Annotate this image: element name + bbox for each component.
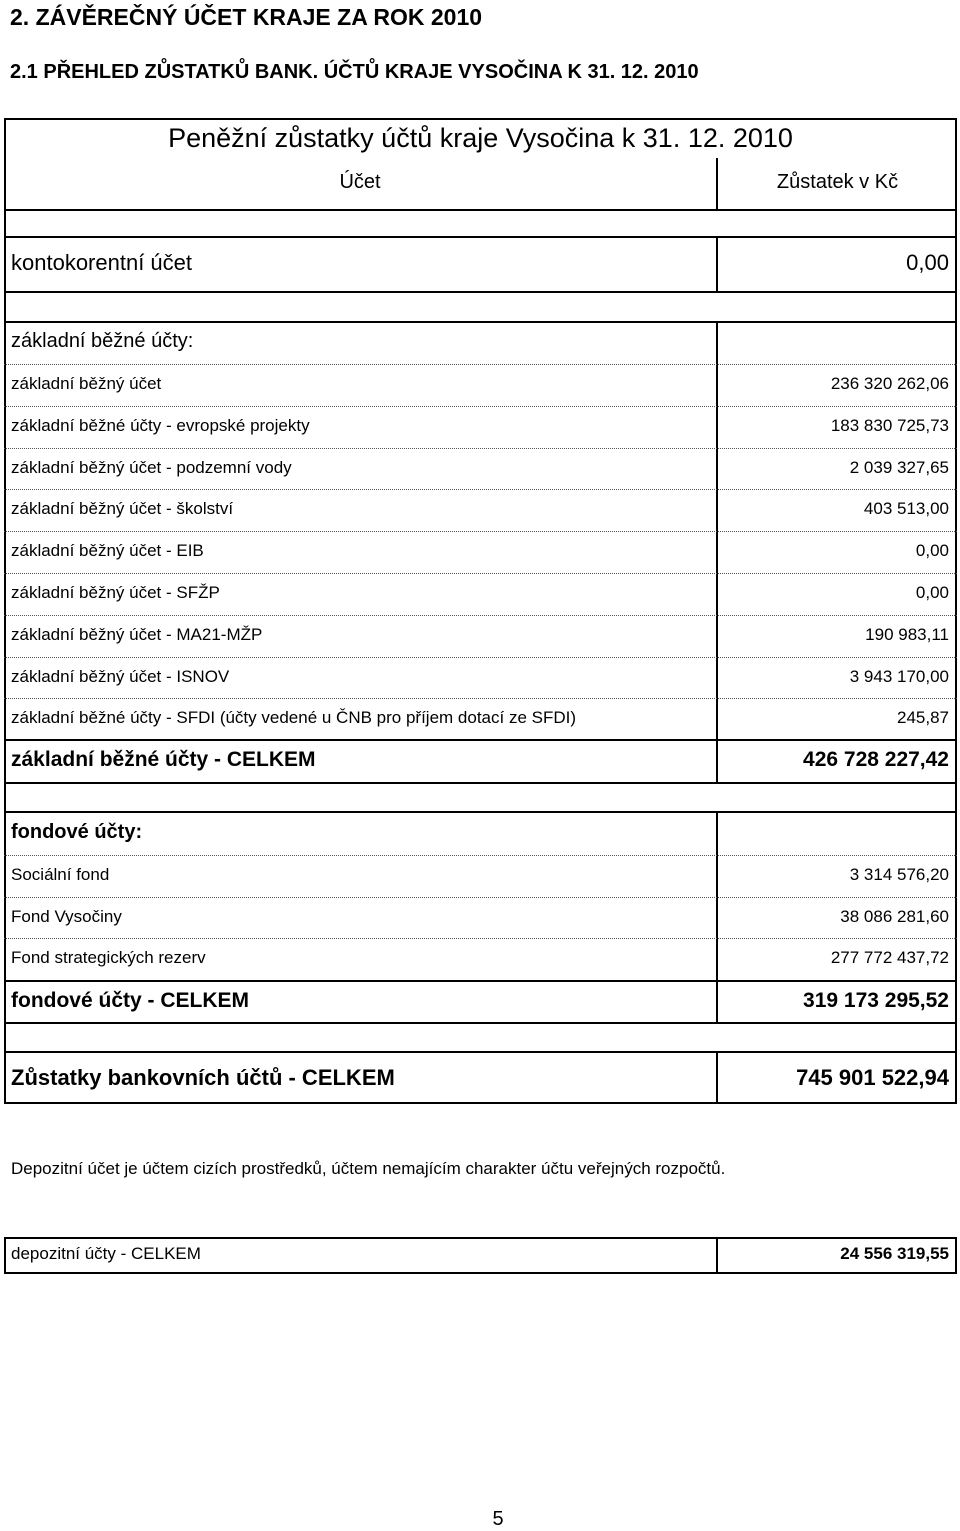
column-separator xyxy=(716,1237,718,1274)
rule xyxy=(4,531,957,532)
table-row-label: základní běžné účty - evropské projekty xyxy=(11,416,310,435)
table-row-label: základní běžný účet - SFŽP xyxy=(11,583,220,602)
rule xyxy=(4,236,957,238)
rule xyxy=(4,321,957,323)
table-caption: Peněžní zůstatky účtů kraje Vysočina k 31. 12. 2010 xyxy=(168,123,793,153)
fund-total-value: 319 173 295,52 xyxy=(803,989,949,1012)
table-row-value: 3 314 576,20 xyxy=(849,865,949,884)
table-row-label: Sociální fond xyxy=(11,865,110,884)
fund-accounts-title: fondové účty: xyxy=(11,821,143,843)
page-number: 5 xyxy=(492,1508,504,1530)
rule xyxy=(4,489,957,490)
rule xyxy=(4,811,957,813)
table-row-value: 403 513,00 xyxy=(863,499,949,518)
table-row-label: základní běžný účet - školství xyxy=(11,499,234,518)
table-row-label: Fond Vysočiny xyxy=(11,907,122,926)
table-row-value: 190 983,11 xyxy=(865,625,949,644)
rule xyxy=(4,739,957,741)
table-row-value: 236 320 262,06 xyxy=(830,374,949,393)
rule xyxy=(4,615,957,616)
table-row-value: 3 943 170,00 xyxy=(849,667,949,686)
table-row-label: základní běžný účet - EIB xyxy=(11,541,204,560)
basic-total-value: 426 728 227,42 xyxy=(803,748,949,771)
column-header-account: Účet xyxy=(339,171,381,193)
grand-total-label: Zůstatky bankovních účtů - CELKEM xyxy=(11,1065,395,1090)
table-row-value: 183 830 725,73 xyxy=(830,416,949,435)
basic-total-label: základní běžné účty - CELKEM xyxy=(11,748,316,771)
rule xyxy=(4,573,957,574)
grand-total-value: 745 901 522,94 xyxy=(796,1065,949,1090)
table-row-label: základní běžný účet - podzemní vody xyxy=(11,458,292,477)
subsection-heading: 2.1 PŘEHLED ZŮSTATKŮ BANK. ÚČTŮ KRAJE VYSOČINA K 31. 12. 2010 xyxy=(10,61,699,83)
table-row-value: 0,00 xyxy=(915,583,949,602)
section-heading: 2. ZÁVĚREČNÝ ÚČET KRAJE ZA ROK 2010 xyxy=(10,4,483,30)
column-separator xyxy=(716,237,718,292)
rule xyxy=(4,1022,957,1024)
rule xyxy=(4,698,957,699)
table-row-value: 38 086 281,60 xyxy=(840,907,949,926)
rule xyxy=(4,364,957,365)
rule xyxy=(4,855,957,856)
rule xyxy=(4,406,957,407)
table-row-value: 277 772 437,72 xyxy=(830,948,949,967)
column-separator xyxy=(716,812,718,1023)
column-header-balance: Zůstatek v Kč xyxy=(776,171,899,193)
table-row-label: Fond strategických rezerv xyxy=(11,948,206,967)
rule xyxy=(4,209,957,211)
rule xyxy=(4,1051,957,1053)
table-row-label: základní běžný účet - MA21-MŽP xyxy=(11,625,263,644)
table-row-label: základní běžný účet - ISNOV xyxy=(11,667,230,686)
table-row-value: 0,00 xyxy=(915,541,949,560)
table-row-label: základní běžné účty - SFDI (účty vedené u ČNB pro příjem dotací ze SFDI) xyxy=(11,708,577,727)
kontokorent-label: kontokorentní účet xyxy=(11,250,193,275)
rule xyxy=(4,782,957,784)
column-separator xyxy=(716,1052,718,1104)
table-row-value: 245,87 xyxy=(897,708,949,727)
deposit-label: depozitní účty - CELKEM xyxy=(11,1244,201,1263)
table-row-value: 2 039 327,65 xyxy=(849,458,949,477)
column-separator xyxy=(716,322,718,783)
table-row-label: základní běžný účet xyxy=(11,374,162,393)
rule xyxy=(4,448,957,449)
rule xyxy=(4,657,957,658)
fund-total-label: fondové účty - CELKEM xyxy=(11,989,250,1012)
rule xyxy=(4,291,957,293)
rule xyxy=(4,938,957,939)
basic-accounts-title: základní běžné účty: xyxy=(11,330,194,352)
deposit-note: Depozitní účet je účtem cizích prostředků, účtem nemajícím charakter účtu veřejných rozpočtů. xyxy=(11,1159,726,1178)
rule xyxy=(4,897,957,898)
rule xyxy=(4,980,957,982)
kontokorent-value: 0,00 xyxy=(906,250,949,275)
deposit-value: 24 556 319,55 xyxy=(840,1244,949,1263)
